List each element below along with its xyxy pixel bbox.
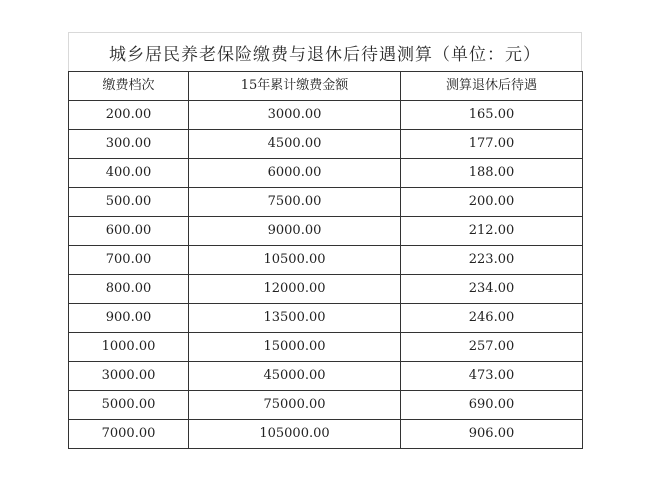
table-row <box>69 159 583 188</box>
cell-contribution-level: 3000.00 <box>69 362 189 391</box>
column-header-15-year-total: 15年累计缴费金额 <box>189 72 401 101</box>
cell-contribution-level: 900.00 <box>69 304 189 333</box>
cell-contribution-level: 300.00 <box>69 130 189 159</box>
cell-estimated-benefit: 906.00 <box>401 420 583 449</box>
cell-contribution-level: 700.00 <box>69 246 189 275</box>
cell-15-year-total: 12000.00 <box>189 275 401 304</box>
spreadsheet-table-region <box>68 32 582 449</box>
cell-contribution-level: 600.00 <box>69 217 189 246</box>
cell-15-year-total: 6000.00 <box>189 159 401 188</box>
cell-contribution-level: 200.00 <box>69 101 189 130</box>
cell-15-year-total: 10500.00 <box>189 246 401 275</box>
cell-estimated-benefit: 690.00 <box>401 391 583 420</box>
cell-15-year-total: 15000.00 <box>189 333 401 362</box>
table-row <box>69 420 583 449</box>
cell-15-year-total: 7500.00 <box>189 188 401 217</box>
cell-15-year-total: 75000.00 <box>189 391 401 420</box>
table-row <box>69 217 583 246</box>
cell-estimated-benefit: 223.00 <box>401 246 583 275</box>
cell-contribution-level: 7000.00 <box>69 420 189 449</box>
header-row <box>69 72 583 101</box>
column-header-contribution-level: 缴费档次 <box>69 72 189 101</box>
cell-estimated-benefit: 165.00 <box>401 101 583 130</box>
cell-estimated-benefit: 473.00 <box>401 362 583 391</box>
table-row <box>69 188 583 217</box>
cell-estimated-benefit: 177.00 <box>401 130 583 159</box>
column-header-estimated-benefit: 测算退休后待遇 <box>401 72 583 101</box>
cell-15-year-total: 3000.00 <box>189 101 401 130</box>
cell-estimated-benefit: 234.00 <box>401 275 583 304</box>
table-title: 城乡居民养老保险缴费与退休后待遇测算（单位：元） <box>68 32 582 71</box>
cell-15-year-total: 9000.00 <box>189 217 401 246</box>
cell-estimated-benefit: 188.00 <box>401 159 583 188</box>
cell-contribution-level: 5000.00 <box>69 391 189 420</box>
table-body <box>69 101 583 449</box>
pension-table <box>68 71 583 449</box>
table-row <box>69 391 583 420</box>
table-row <box>69 304 583 333</box>
cell-15-year-total: 4500.00 <box>189 130 401 159</box>
cell-contribution-level: 400.00 <box>69 159 189 188</box>
cell-15-year-total: 45000.00 <box>189 362 401 391</box>
cell-contribution-level: 800.00 <box>69 275 189 304</box>
table-row <box>69 130 583 159</box>
table-row <box>69 101 583 130</box>
table-row <box>69 362 583 391</box>
cell-contribution-level: 500.00 <box>69 188 189 217</box>
cell-15-year-total: 105000.00 <box>189 420 401 449</box>
cell-contribution-level: 1000.00 <box>69 333 189 362</box>
cell-15-year-total: 13500.00 <box>189 304 401 333</box>
table-row <box>69 333 583 362</box>
cell-estimated-benefit: 212.00 <box>401 217 583 246</box>
cell-estimated-benefit: 200.00 <box>401 188 583 217</box>
cell-estimated-benefit: 246.00 <box>401 304 583 333</box>
cell-estimated-benefit: 257.00 <box>401 333 583 362</box>
table-row <box>69 246 583 275</box>
table-row <box>69 275 583 304</box>
